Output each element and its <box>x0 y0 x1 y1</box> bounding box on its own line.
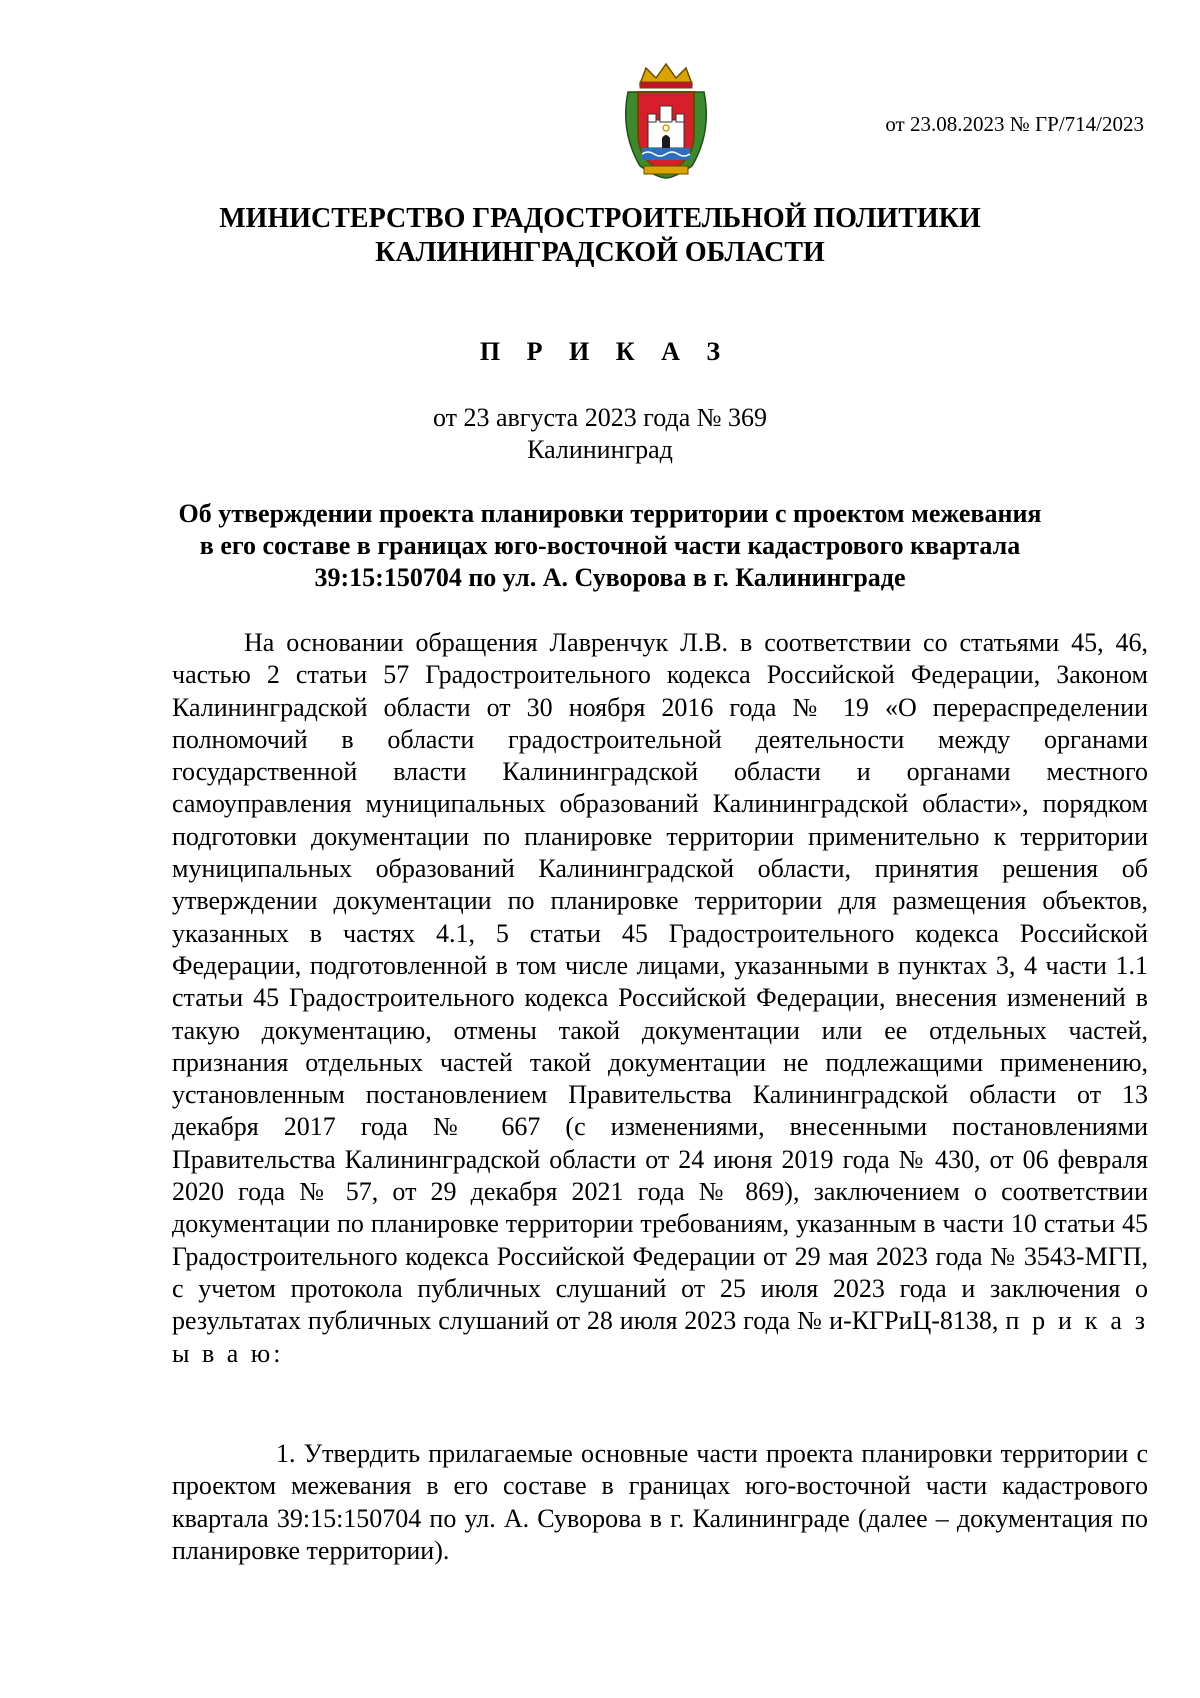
document-title-line3: 39:15:150704 по ул. А. Суворова в г. Калининграде <box>314 563 906 592</box>
document-title-line2: в его составе в границах юго-восточной части кадастрового квартала <box>199 531 1021 560</box>
ministry-name <box>0 202 1200 270</box>
preamble-text: На основании обращения Лавренчук Л.В. в соответствии со статьями 45, 46, частью 2 статьи 57 Градостроительного кодекса Российской Федерации, Законом Калининградской области от 30 ноября 2016 года № 19 «О перераспределении полномочий в области градостроительной деятельности между органами государственной власти Калининградской области и органами местного самоуправления муниципальных образований Калининградской области», порядком подготовки документации по планировке территории применительно к территории муниципальных образований Калининградской области, принятия решения об утверждении документации по планировке территории для размещения объектов, указанных в частях 4.1, 5 статьи 45 Градостроительного кодекса Российской Федерации, подготовленной в том числе лицами, указанными в пунктах 3, 4 части 1.1 статьи 45 Градостроительного кодекса Российской Федерации, внесения изменений в такую документацию, отмены такой документации или ее отдельных частей, признания отдельных частей такой документации не подлежащими применению, установленным постановлением Правительства Калининградской области от 13 декабря 2017 года № 667 (с изменениями, внесенными постановлениями Правительства Калининградской области от 24 июня 2019 года № 430, от 06 февраля 2020 года № 57, от 29 декабря 2021 года № 869), заключением о соответствии документации по планировке территории требованиям, указанным в части 10 статьи 45 Градостроительного кодекса Российской Федерации от 29 мая 2023 года № 3543-МГП, с учетом протокола публичных слушаний от 25 июля 2023 года и заключения о результатах публичных слушаний от 28 июля 2023 года № и-КГРиЦ-8138, <box>172 628 1148 1336</box>
ministry-name-line2: КАЛИНИНГРАДСКОЙ ОБЛАСТИ <box>375 237 825 268</box>
ministry-name-line1: МИНИСТЕРСТВО ГРАДОСТРОИТЕЛЬНОЙ ПОЛИТИКИ <box>219 203 981 234</box>
body-paragraph-2: 1. Утвердить прилагаемые основные части проекта планировки территории с проектом межевания в его составе в границах юго-восточной части кадастрового квартала 39:15:150704 по ул. А. Суворова в г. Калининграде (далее – документация по планировке территории). <box>172 1439 1148 1565</box>
order-date: от 23 августа 2023 года № 369 <box>432 403 768 432</box>
document-type: П Р И К А З <box>479 337 731 366</box>
coat-of-arms-icon <box>618 62 714 180</box>
document-title-line1: Об утверждении проекта планировки территории с проектом межевания <box>178 499 1042 528</box>
registration-number: от 23.08.2023 № ГР/714/2023 <box>885 112 1144 136</box>
document-title <box>140 498 1080 594</box>
order-word: п р и к а з ы в а ю: <box>172 1306 1149 1368</box>
order-date-block <box>0 402 1200 466</box>
order-city: Калининград <box>527 435 673 464</box>
body-paragraph-1 <box>172 627 1148 1370</box>
